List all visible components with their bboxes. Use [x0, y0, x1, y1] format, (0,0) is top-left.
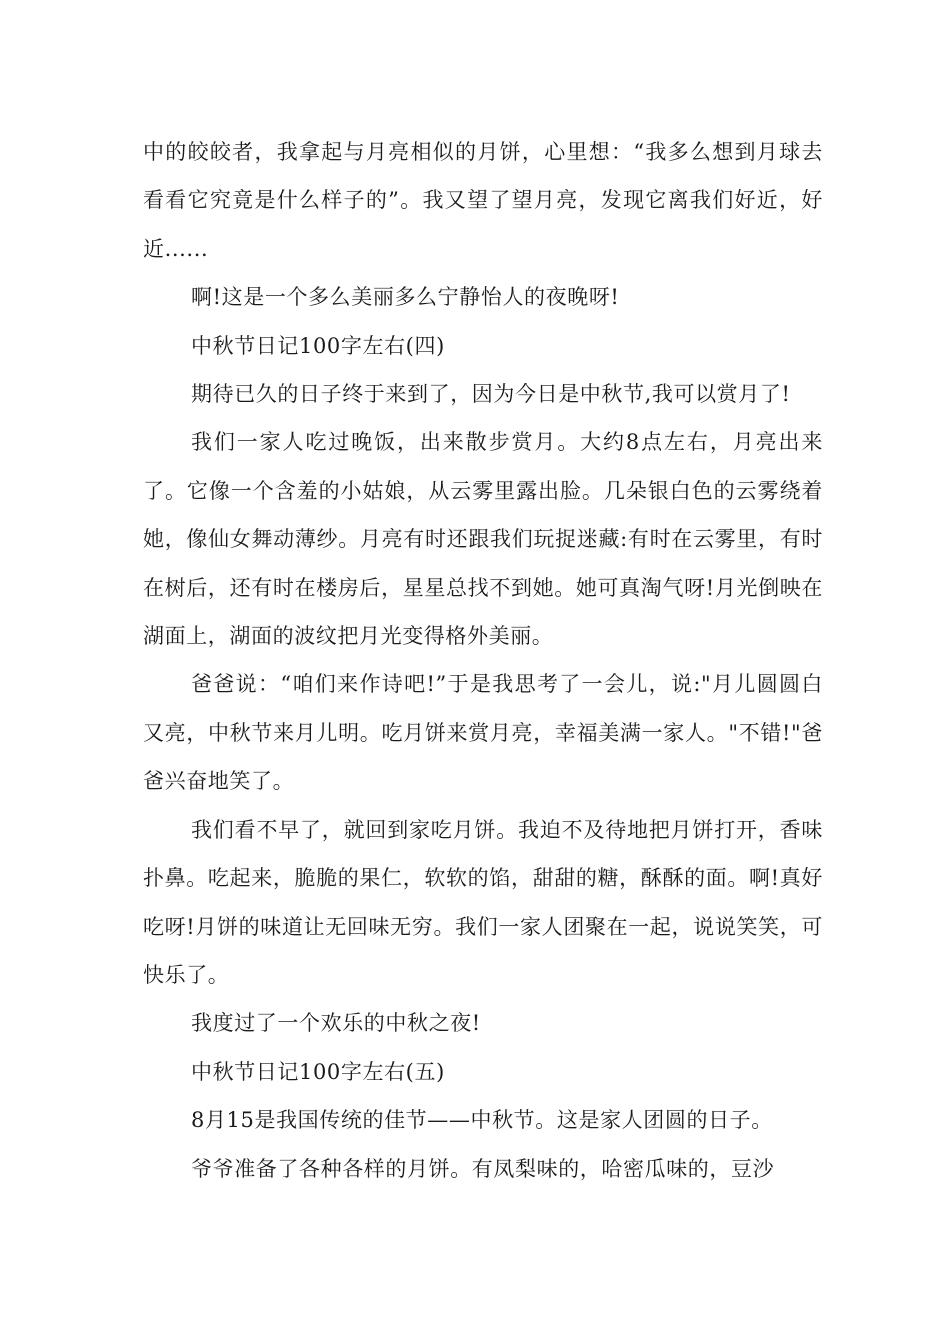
paragraph: 爷爷准备了各种各样的月饼。有凤梨味的，哈密瓜味的，豆沙: [191, 1156, 775, 1181]
document-body: [143, 128, 823, 1193]
paragraph: 8月15是我国传统的佳节——中秋节。这是家人团圆的日子。: [191, 1108, 773, 1133]
paragraph: 我们看不早了，就回到家吃月饼。我迫不及待地把月饼打开，香味扑鼻。吃起来，脆脆的果仁，软软的馅，甜甜的糖，酥酥的面。啊!真好吃呀!月饼的味道让无回味无穷。我们一家人团聚在一起，说说笑笑，可快乐了。: [143, 817, 823, 987]
paragraph: 我度过了一个欢乐的中秋之夜!: [191, 1011, 481, 1036]
paragraph: 爸爸说：“咱们来作诗吧!”于是我思考了一会儿，说:"月儿圆圆白又亮，中秋节来月儿明。吃月饼来赏月亮，幸福美满一家人。"不错!"爸爸兴奋地笑了。: [143, 672, 823, 794]
paragraph: 啊!这是一个多么美丽多么宁静怡人的夜晚呀!: [191, 285, 620, 310]
paragraph: 期待已久的日子终于来到了，因为今日是中秋节,我可以赏月了!: [191, 382, 791, 407]
section-heading-4: 中秋节日记100字左右(四): [191, 333, 445, 358]
paragraph-continuation: 中的皎皎者，我拿起与月亮相似的月饼，心里想：“我多么想到月球去看看它究竟是什么样子的”。我又望了望月亮，发现它离我们好近，好近......: [143, 140, 823, 261]
section-heading-5: 中秋节日记100字左右(五): [191, 1059, 445, 1084]
paragraph: 我们一家人吃过晚饭，出来散步赏月。大约8点左右，月亮出来了。它像一个含羞的小姑娘，从云雾里露出脸。几朵银白色的云雾绕着她，像仙女舞动薄纱。月亮有时还跟我们玩捉迷藏:有时在云雾里，有时在树后，还有时在楼房后，星星总找不到她。她可真淘气呀!月光倒映在湖面上，湖面的波纹把月光变得格外美丽。: [143, 430, 823, 649]
